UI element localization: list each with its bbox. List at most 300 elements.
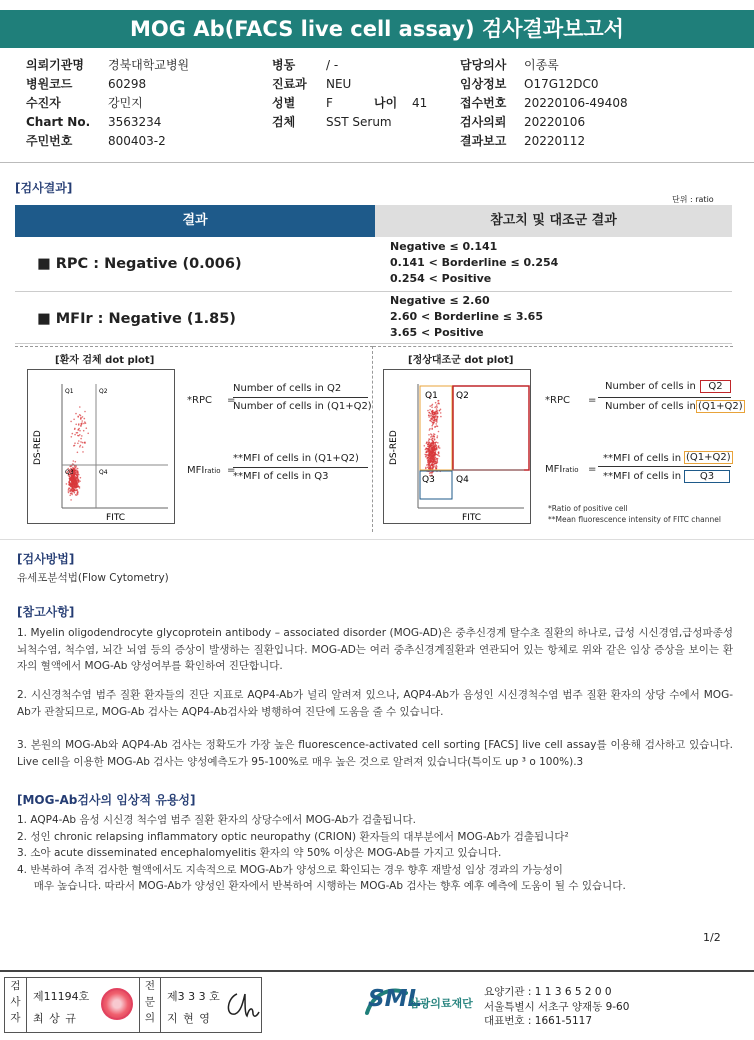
control-rpc-numerator: Number of cells in — [605, 381, 696, 392]
info-row — [26, 132, 189, 151]
quadrant-label-q1: Q1 — [425, 391, 438, 401]
scatter-dot — [76, 480, 78, 482]
rpc-numerator: Number of cells in Q2 — [233, 383, 342, 394]
info-key: 검사의뢰 — [460, 115, 507, 129]
scatter-dot — [432, 420, 434, 422]
scatter-dot — [424, 445, 426, 447]
scatter-dot — [435, 410, 437, 412]
scatter-dot — [85, 422, 87, 424]
patient-dot-plot — [28, 370, 174, 523]
info-value: / - — [326, 58, 339, 72]
scatter-dot — [439, 455, 441, 457]
scatter-dot — [433, 435, 435, 437]
quadrant-label-q1: Q1 — [65, 388, 74, 395]
scatter-dot — [430, 436, 432, 438]
rpc-denominator: Number of cells in (Q1+Q2) — [233, 401, 372, 412]
org-line: 대표번호 : 1661-5117 — [484, 1015, 593, 1027]
scatter-dot — [429, 458, 431, 460]
sml-logo-subtitle: 삼광의료재단 — [409, 997, 473, 1010]
scatter-dot — [434, 426, 436, 428]
info-value: 3563234 — [108, 115, 162, 129]
result-row-rpc — [15, 237, 732, 292]
age-label: 나이 — [374, 96, 398, 110]
scatter-dot — [438, 446, 440, 448]
scatter-dot — [428, 416, 430, 418]
scatter-dot — [80, 441, 82, 443]
scatter-dot — [430, 444, 432, 446]
x-axis-label: FITC — [106, 513, 126, 523]
scatter-dot — [78, 440, 80, 442]
scatter-dot — [440, 416, 442, 418]
scatter-dot — [436, 465, 438, 467]
scatter-dot — [84, 411, 86, 413]
info-row — [26, 75, 189, 94]
scatter-dot — [71, 481, 73, 483]
scatter-dot — [74, 442, 76, 444]
scatter-dot — [80, 438, 82, 440]
scatter-dot — [70, 421, 72, 423]
y-axis-label: DS-RED — [33, 430, 43, 465]
report-title: MOG Ab(FACS live cell assay) 검사결과보고서 — [0, 10, 754, 48]
divider — [0, 539, 754, 540]
scatter-dot — [428, 468, 430, 470]
scatter-dot — [70, 493, 72, 495]
ref-line: Negative ≤ 2.60 — [390, 294, 490, 307]
scatter-dot — [72, 477, 74, 479]
scatter-dot — [79, 430, 81, 432]
control-plot-title: [정상대조군 dot plot] — [408, 355, 514, 366]
scatter-dot — [435, 444, 437, 446]
scatter-dot — [428, 414, 430, 416]
ref-line: 3.65 < Positive — [390, 326, 484, 339]
info-value: O17G12DC0 — [524, 77, 599, 91]
scatter-dot — [431, 428, 433, 430]
scatter-dot — [435, 468, 437, 470]
org-info — [484, 985, 629, 1029]
scatter-dot — [77, 416, 79, 418]
scatter-dot — [77, 473, 79, 475]
scatter-dot — [433, 455, 435, 457]
scatter-dot — [426, 442, 428, 444]
scatter-dot — [83, 430, 85, 432]
divider — [0, 162, 754, 163]
scatter-dot — [72, 490, 74, 492]
scatter-dot — [435, 414, 437, 416]
reference-heading: [참고사항] — [17, 605, 75, 619]
scatter-dot — [74, 477, 76, 479]
scatter-dot — [435, 402, 437, 404]
method-heading: [검사방법] — [17, 552, 75, 566]
info-row — [460, 132, 628, 151]
scatter-dot — [436, 458, 438, 460]
specialist-license: 제3 3 3 호 — [167, 990, 220, 1003]
equals-sign: = — [588, 395, 597, 406]
scatter-dot — [75, 461, 77, 463]
scatter-dot — [434, 434, 436, 436]
scatter-dot — [74, 434, 76, 436]
scatter-dot — [435, 461, 437, 463]
scatter-dot — [433, 412, 435, 414]
scatter-dot — [84, 442, 86, 444]
info-key: 검체 — [272, 115, 296, 129]
info-row — [272, 113, 427, 132]
rpc-label: *RPC — [545, 395, 570, 406]
age-value: 41 — [412, 96, 428, 110]
scatter-dot — [439, 410, 441, 412]
scatter-dot — [434, 438, 436, 440]
scatter-dot — [425, 468, 427, 470]
ref-line: 2.60 < Borderline ≤ 3.65 — [390, 310, 543, 323]
scatter-dot — [436, 437, 438, 439]
org-line: 서울특별시 서초구 양재동 9-60 — [484, 1000, 630, 1013]
scatter-dot — [429, 446, 431, 448]
ref-line: Negative ≤ 0.141 — [390, 240, 498, 253]
quadrant-label-q2: Q2 — [99, 388, 108, 395]
scatter-dot — [72, 479, 74, 481]
info-key: 주민번호 — [26, 134, 73, 148]
scatter-dot — [79, 434, 81, 436]
scatter-dot — [86, 427, 88, 429]
info-value: 800403-2 — [108, 134, 166, 148]
scatter-dot — [80, 425, 82, 427]
scatter-dot — [80, 418, 82, 420]
mfi-label — [545, 464, 578, 475]
specialist-name: 지 현 영 — [167, 1012, 211, 1025]
scatter-dot — [434, 448, 436, 450]
result-row-mfir — [15, 292, 732, 344]
list-item: 2. 성인 chronic relapsing inflammatory optic neuropathy (CRION) 환자들의 대부분에서 MOG-Ab가 검출됩니다² — [17, 830, 569, 843]
q3-box: Q3 — [684, 470, 730, 483]
scatter-dot — [77, 443, 79, 445]
info-key: 수진자 — [26, 96, 61, 110]
scatter-dot — [429, 449, 431, 451]
scatter-dot — [435, 445, 437, 447]
scatter-dot — [429, 405, 431, 407]
scatter-dot — [435, 463, 437, 465]
equals-sign: = — [227, 465, 236, 476]
scatter-dot — [428, 460, 430, 462]
reference-paragraph-2: 2. 시신경척수염 범주 질환 환자들의 진단 지표로 AQP4-Ab가 널리 알려져 있으나, AQP4-Ab가 음성인 시신경척수염 범주 질환 환자의 상당 수에서 MOG-Ab가 관찰되므로, MOG-Ab 검사는 AQP4-Ab검사와 병행하여 진단에 도움을 줄 수 있습니다. — [17, 689, 733, 718]
info-row — [272, 75, 427, 94]
info-key: 임상정보 — [460, 77, 507, 91]
patient-dots — [66, 406, 89, 501]
results-header-left: 결과 — [15, 205, 375, 237]
quadrant-label-q4: Q4 — [99, 469, 108, 476]
scatter-dot — [430, 413, 432, 415]
scatter-dot — [432, 461, 434, 463]
info-key: 진료과 — [272, 77, 307, 91]
scatter-dot — [81, 422, 83, 424]
info-key: 병원코드 — [26, 77, 73, 91]
scatter-dot — [433, 459, 435, 461]
unit-label: 단위 : ratio — [672, 195, 714, 204]
scatter-dot — [428, 440, 430, 442]
scatter-dot — [431, 407, 433, 409]
scatter-dot — [75, 477, 77, 479]
scatter-dot — [432, 442, 434, 444]
scatter-dot — [429, 439, 431, 441]
info-value: NEU — [326, 77, 352, 91]
info-value: 강민지 — [108, 96, 143, 110]
info-column-3 — [460, 56, 628, 151]
y-axis-label: DS-RED — [389, 430, 399, 465]
scatter-dot — [431, 411, 433, 413]
scatter-dot — [431, 463, 433, 465]
scatter-dot — [82, 451, 84, 453]
list-item: 매우 높습니다. 따라서 MOG-Ab가 양성인 환자에서 반복하여 시행하는 MOG-Ab 검사는 향후 예후 예측에 도움이 될 수 있습니다. — [17, 880, 626, 892]
scatter-dot — [69, 466, 71, 468]
scatter-dot — [82, 442, 84, 444]
info-key: 결과보고 — [460, 134, 507, 148]
scatter-dot — [429, 453, 431, 455]
result-value: ■ RPC : Negative (0.006) — [37, 256, 242, 272]
scatter-dot — [429, 409, 431, 411]
scatter-dot — [79, 446, 81, 448]
info-value: 이종록 — [524, 58, 559, 72]
list-item: 4. 반복하여 추적 검사한 혈액에서도 지속적으로 MOG-Ab가 양성으로 확인되는 경우 향후 재발성 임상 경과의 가능성이 — [17, 863, 563, 876]
quadrant-label-q4: Q4 — [456, 475, 469, 485]
scatter-dot — [437, 442, 439, 444]
examiner-name: 최 상 규 — [33, 1012, 77, 1025]
scatter-dot — [435, 415, 437, 417]
scatter-dot — [427, 444, 429, 446]
info-key: 병동 — [272, 58, 296, 72]
scatter-dot — [435, 419, 437, 421]
clinical-heading: [MOG-Ab검사의 임상적 유용성] — [17, 793, 196, 807]
signature-icon — [223, 988, 261, 1022]
scatter-dot — [73, 484, 75, 486]
scatter-dot — [70, 499, 72, 501]
scatter-dot — [431, 472, 433, 474]
quadrant-label-q3: Q3 — [65, 469, 74, 476]
mfi-text: MFI — [545, 464, 563, 475]
control-dot-plot-frame — [383, 369, 531, 524]
scatter-dot — [438, 403, 440, 405]
scatter-dot — [428, 451, 430, 453]
examiner-license: 제11194호 — [33, 990, 90, 1003]
scatter-dot — [75, 424, 77, 426]
scatter-dot — [436, 416, 438, 418]
patient-plot-panel — [15, 346, 373, 532]
scatter-dot — [431, 456, 433, 458]
scatter-dot — [69, 495, 71, 497]
scatter-dot — [77, 485, 79, 487]
scatter-dot — [80, 445, 82, 447]
scatter-dot — [437, 462, 439, 464]
info-key: Chart No. — [26, 115, 91, 129]
scatter-dot — [73, 419, 75, 421]
footnote-mfi: **Mean fluorescence intensity of FITC channel — [548, 515, 721, 524]
results-header-right: 참고치 및 대조군 결과 — [375, 205, 732, 237]
scatter-dot — [434, 407, 436, 409]
quadrant-label-q2: Q2 — [456, 391, 469, 401]
scatter-dot — [71, 436, 73, 438]
scatter-dot — [80, 415, 82, 417]
scatter-dot — [427, 457, 429, 459]
scatter-dot — [75, 465, 77, 467]
scatter-dot — [431, 405, 433, 407]
scatter-dot — [78, 479, 80, 481]
scatter-dot — [432, 438, 434, 440]
scatter-dot — [431, 425, 433, 427]
scatter-dot — [430, 460, 432, 462]
scatter-dot — [74, 445, 76, 447]
seal-stamp-icon — [101, 988, 133, 1020]
info-value: 60298 — [108, 77, 147, 91]
scatter-dot — [75, 487, 77, 489]
scatter-dot — [77, 452, 79, 454]
scatter-dot — [77, 468, 79, 470]
mfi-text: MFI — [187, 465, 205, 476]
scatter-dot — [73, 489, 75, 491]
scatter-dot — [82, 446, 84, 448]
scatter-dot — [74, 428, 76, 430]
scatter-dot — [74, 475, 76, 477]
scatter-dot — [424, 454, 426, 456]
scatter-dot — [78, 429, 80, 431]
scatter-dot — [431, 434, 433, 436]
scatter-dot — [75, 413, 77, 415]
scatter-dot — [436, 441, 438, 443]
scatter-dot — [436, 425, 438, 427]
control-rpc-denominator: Number of cells in — [605, 401, 696, 412]
info-key: 의뢰기관명 — [26, 58, 84, 72]
scatter-dot — [69, 487, 71, 489]
scatter-dot — [83, 423, 85, 425]
info-value: 20220112 — [524, 134, 586, 148]
page-number: 1/2 — [703, 931, 721, 944]
list-item: 1. AQP4-Ab 음성 시신경 척수염 범주 질환 환자의 상당수에서 MOG-Ab가 검출됩니다. — [17, 814, 416, 826]
scatter-dot — [77, 471, 79, 473]
scatter-dot — [436, 448, 438, 450]
scatter-dot — [434, 452, 436, 454]
scatter-dot — [435, 423, 437, 425]
scatter-dot — [70, 483, 72, 485]
info-value: 20220106 — [524, 115, 586, 129]
scatter-dot — [84, 418, 86, 420]
scatter-dot — [76, 475, 78, 477]
scatter-dot — [429, 428, 431, 430]
scatter-dot — [428, 455, 430, 457]
scatter-dot — [71, 494, 73, 496]
reference-range — [390, 293, 543, 341]
examiner-vertical-label — [5, 978, 27, 1032]
scatter-dot — [434, 466, 436, 468]
org-line: 요양기관 : 1 1 3 6 5 2 0 0 — [484, 986, 612, 998]
scatter-dot — [77, 476, 79, 478]
scatter-dot — [78, 482, 80, 484]
scatter-dot — [81, 435, 83, 437]
reference-paragraph-1: 1. Myelin oligodendrocyte glycoprotein antibody – associated disorder (MOG-AD)은 중추신경계 탈수초 질환의 하나로, 급성 시신경염,급성파종성 뇌척수염, 척수염, 뇌간 뇌염 등의 증상이 발생하는 질환입니다. MOG-AD는 여러 중추신경계질환과 연관되어 있는 항체로 위와 같은 임상 증상을 보이는 환자의 혈액에서 MOG-Ab 양성여부를 확인하여 진단합니다. — [17, 627, 733, 672]
quadrant-label-q3: Q3 — [422, 475, 435, 485]
footnote-ratio: *Ratio of positive cell — [548, 504, 628, 513]
fraction-line — [233, 397, 368, 398]
info-key: 담당의사 — [460, 58, 507, 72]
scatter-dot — [431, 448, 433, 450]
scatter-dot — [426, 455, 428, 457]
scatter-dot — [80, 477, 82, 479]
patient-plot-title: [환자 검체 dot plot] — [55, 355, 155, 366]
info-value: SST Serum — [326, 115, 392, 129]
ref-line: 0.141 < Borderline ≤ 0.254 — [390, 256, 559, 269]
scatter-dot — [437, 454, 439, 456]
scatter-dot — [439, 447, 441, 449]
info-value: 20220106-49408 — [524, 96, 628, 110]
info-key: 성별 — [272, 96, 296, 110]
info-row — [460, 113, 628, 132]
specialist-vertical-label — [139, 978, 161, 1032]
info-row — [460, 56, 628, 75]
q2-box: Q2 — [700, 380, 731, 393]
scatter-dot — [68, 489, 70, 491]
x-axis-label: FITC — [462, 513, 482, 523]
info-row — [26, 56, 189, 75]
clinical-list — [17, 812, 737, 895]
scatter-dot — [440, 412, 442, 414]
signature-box — [4, 977, 262, 1033]
fraction-line — [233, 467, 368, 468]
info-row — [272, 94, 427, 113]
scatter-dot — [70, 484, 72, 486]
fraction-line — [598, 466, 731, 467]
vertical-text: 검 사 자 — [10, 980, 21, 1024]
scatter-dot — [68, 484, 70, 486]
scatter-dot — [432, 451, 434, 453]
list-item: 3. 소아 acute disseminated encephalomyelitis 환자의 약 50% 이상은 MOG-Ab를 가지고 있습니다. — [17, 847, 502, 859]
patient-dot-plot-frame — [27, 369, 175, 524]
scatter-dot — [437, 411, 439, 413]
scatter-dot — [433, 422, 435, 424]
scatter-dot — [433, 456, 435, 458]
scatter-dot — [437, 435, 439, 437]
q1q2-box: (Q1+Q2) — [698, 401, 743, 412]
mfi-denominator: **MFI of cells in Q3 — [233, 471, 329, 482]
mfi-subscript: ratio — [204, 467, 221, 475]
scatter-dot — [427, 448, 429, 450]
scatter-dot — [435, 420, 437, 422]
scatter-dot — [425, 447, 427, 449]
control-plot-panel — [373, 346, 743, 532]
scatter-dot — [440, 409, 442, 411]
scatter-dot — [428, 465, 430, 467]
footer-divider — [0, 970, 754, 972]
scatter-dot — [436, 406, 438, 408]
control-dots — [424, 396, 442, 477]
scatter-dot — [430, 420, 432, 422]
scatter-dot — [66, 483, 68, 485]
scatter-dot — [438, 453, 440, 455]
mfi-numerator: **MFI of cells in (Q1+Q2) — [233, 453, 359, 464]
scatter-dot — [427, 464, 429, 466]
scatter-dot — [433, 417, 435, 419]
info-row — [272, 56, 427, 75]
result-value: ■ MFIr : Negative (1.85) — [37, 311, 236, 327]
info-value: 경북대학교병원 — [108, 58, 190, 72]
reference-range — [390, 239, 558, 287]
method-text: 유세포분석법(Flow Cytometry) — [17, 572, 169, 584]
info-row — [460, 75, 628, 94]
info-row — [26, 113, 189, 132]
scatter-dot — [77, 491, 79, 493]
scatter-dot — [428, 434, 430, 436]
scatter-dot — [79, 487, 81, 489]
mfi-subscript: ratio — [562, 466, 579, 474]
reference-paragraph-3: 3. 본원의 MOG-Ab와 AQP4-Ab 검사는 정확도가 가장 높은 fluorescence-activated cell sorting [FACS] live cell assay를 이용해 검사하고 있습니다. Live cell을 이용한 MOG-Ab 검사는 양성예측도가 95-100%로 매우 높은 것으로 알려져 있습니다(특이도 up ³ o 100%).3 — [17, 739, 733, 768]
sml-logo-text: SML — [368, 986, 423, 1012]
scatter-dot — [76, 494, 78, 496]
info-key: 접수번호 — [460, 96, 507, 110]
control-dot-plot — [384, 370, 530, 523]
